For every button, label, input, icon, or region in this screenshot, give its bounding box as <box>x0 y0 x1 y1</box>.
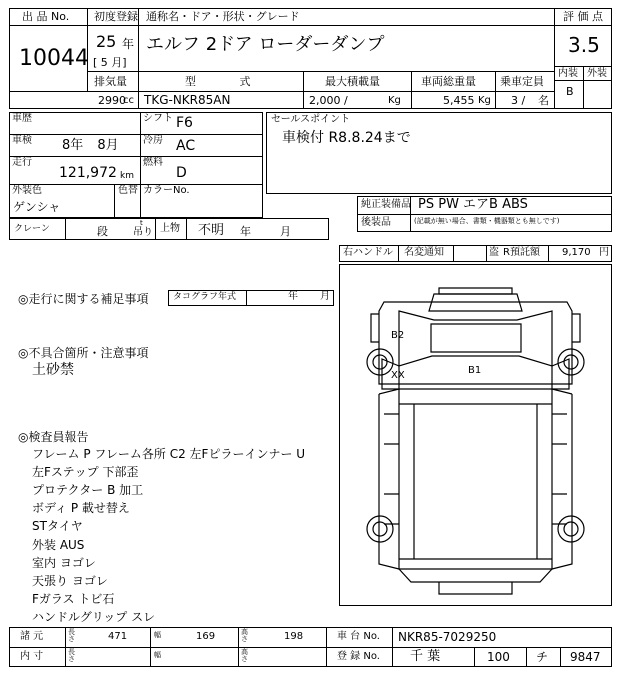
rear-left-wheel <box>367 516 393 542</box>
mirror-right <box>572 314 580 342</box>
mileage-unit: km <box>120 171 134 181</box>
displacement-value: 2990 <box>98 94 126 107</box>
driving-remarks-title: ◎走行に関する補足事項 <box>18 292 149 306</box>
gross-weight-label: 車両総重量 <box>421 75 476 88</box>
interior-length-label: 長さ <box>68 648 75 663</box>
rear-right-wheel <box>558 516 584 542</box>
sales-point-label: セールスポイント <box>271 114 351 125</box>
right-hand-drive: 右ハンドル <box>343 247 393 258</box>
crane-label: クレーン <box>14 224 50 234</box>
divider <box>554 25 612 26</box>
spec-label: 諸 元 <box>20 631 44 642</box>
exterior-color-value: ゲンシャ <box>13 200 61 214</box>
crane-lift: 吊り <box>133 227 153 238</box>
divider <box>9 91 87 92</box>
color-code-label: カラーNo. <box>143 185 190 196</box>
inspector-report-title: ◎検査員報告 <box>18 430 89 444</box>
interior-dim-label: 内 寸 <box>20 651 44 662</box>
length-label: 長さ <box>68 628 75 643</box>
divider <box>526 647 527 667</box>
divider <box>65 218 66 240</box>
divider <box>87 25 554 26</box>
ac-value: AC <box>176 138 196 154</box>
divider <box>87 71 554 72</box>
truck-diagram <box>339 264 612 606</box>
year-unit: 年 <box>122 37 135 51</box>
inspector-item: 天張り ヨゴレ <box>32 574 108 588</box>
inspector-item: STタイヤ <box>32 519 83 533</box>
name-change-notice: 名変通知 <box>404 247 444 258</box>
damage-mark-xx: XX <box>391 370 405 381</box>
max-load-unit: Kg <box>388 95 401 106</box>
inspector-item: 室内 ヨゴレ <box>32 556 96 570</box>
mileage-value: 121,972 <box>59 165 117 181</box>
defect-title: ◎不具合箇所・注意事項 <box>18 346 149 360</box>
width-value: 169 <box>196 631 216 642</box>
inspector-item: ボディ P 載せ替え <box>32 501 130 515</box>
first-reg-year: 25 <box>96 32 117 51</box>
recycle-label: R預託額 <box>503 247 540 258</box>
crane-lift-unit: t <box>140 219 143 227</box>
model-label: 型 式 <box>185 75 251 88</box>
history-label: 車歴 <box>12 113 32 124</box>
inspector-item: 外装 AUS <box>32 538 85 552</box>
capacity-label: 乗車定員 <box>500 75 544 88</box>
defect-item: 土砂禁 <box>32 362 74 378</box>
tachograph-month: 月 <box>320 291 330 302</box>
inspector-item: フレーム P フレーム各所 C2 左Fピラーインナー U <box>32 447 306 461</box>
model-value: TKG-NKR85AN <box>144 93 231 107</box>
interior-grade: B <box>566 85 574 98</box>
divider <box>186 218 187 240</box>
divider <box>138 71 139 109</box>
theft-mark: 盗 <box>489 247 499 258</box>
capacity-unit: 名 <box>538 94 549 107</box>
divider <box>583 66 584 109</box>
bed-side-right <box>552 394 572 569</box>
shift-label: シフト <box>143 113 173 124</box>
max-load-label: 最大積載量 <box>325 75 380 88</box>
divider <box>150 627 151 667</box>
divider <box>9 647 612 648</box>
divider <box>411 71 412 109</box>
registration-area: 千 葉 <box>410 649 441 664</box>
upper-body-label: 上物 <box>160 223 180 234</box>
registration-number: 9847 <box>570 650 601 664</box>
height-value: 198 <box>284 631 304 642</box>
crane-stage: 段 <box>97 225 108 238</box>
length-value: 471 <box>108 631 128 642</box>
divider <box>303 71 304 109</box>
interior-grade-label: 内装 <box>558 68 578 79</box>
bed-side-left <box>379 394 399 569</box>
tachograph-label: タコグラフ年式 <box>173 292 237 302</box>
inspector-item: プロテクター B 加工 <box>32 483 144 497</box>
lot-label: 出 品 No. <box>22 10 70 23</box>
inspector-item: Fガラス トビ石 <box>32 592 115 606</box>
divider <box>398 245 399 262</box>
divider <box>453 245 454 262</box>
divider <box>474 647 475 667</box>
tachograph-year: 年 <box>288 291 298 302</box>
divider <box>238 627 239 667</box>
sales-point-text: 車検付 R8.8.24まで <box>282 130 411 146</box>
width-label: 幅 <box>154 631 161 639</box>
genuine-equipment-label: 純正装備品 <box>361 199 411 210</box>
divider <box>9 25 87 26</box>
inspection-value: 8年 8月 <box>62 138 119 153</box>
aftermarket-note: (記載が無い場合、書類・機器類とも無しです) <box>414 217 560 225</box>
divider <box>392 627 393 667</box>
divider <box>357 214 612 215</box>
genuine-equipment-value: PS PW エアB ABS <box>418 197 528 212</box>
chassis-label: 車 台 No. <box>337 631 380 642</box>
gross-weight-value: 5,455 <box>443 94 475 107</box>
fuel-label: 燃料 <box>143 157 163 168</box>
max-load-value: 2,000 / <box>309 94 348 107</box>
divider <box>155 218 156 240</box>
divider <box>140 112 141 218</box>
damage-mark-b2: B2 <box>391 330 405 341</box>
capacity-value: 3 / <box>511 94 526 107</box>
divider <box>114 184 115 218</box>
divider <box>560 647 561 667</box>
aftermarket-label: 後装品 <box>361 217 391 228</box>
lot-number: 10044 <box>19 46 89 71</box>
divider <box>554 8 555 109</box>
divider <box>9 134 263 135</box>
mirror-left <box>371 314 379 342</box>
registration-kana: チ <box>536 650 549 664</box>
divider <box>87 91 554 92</box>
roof-detail <box>439 288 512 294</box>
upper-body-year: 年 <box>240 225 251 238</box>
divider <box>495 71 496 109</box>
displacement-unit: cc <box>123 95 134 106</box>
height-label: 高さ <box>241 628 248 643</box>
inspector-item: ハンドルグリップ スレ <box>32 610 156 624</box>
divider <box>326 627 327 667</box>
first-reg-month: [ 5 月] <box>93 56 127 69</box>
exterior-grade-label: 外装 <box>587 68 607 79</box>
exterior-color-label: 外装色 <box>12 185 42 196</box>
interior-height-label: 高さ <box>241 648 248 663</box>
color-change-label: 色替 <box>118 185 138 196</box>
divider <box>246 290 247 306</box>
divider <box>9 156 263 157</box>
grade-label: 評 価 点 <box>563 10 603 23</box>
inspector-item: 左Fステップ 下部歪 <box>32 465 139 479</box>
interior-width-label: 幅 <box>154 651 161 659</box>
registration-class: 100 <box>487 650 510 664</box>
recycle-value: 9,170 <box>562 247 591 258</box>
grade-value: 3.5 <box>568 33 600 57</box>
cargo-bed <box>399 389 552 569</box>
chassis-value: NKR85-7029250 <box>398 630 497 644</box>
displacement-label: 排気量 <box>94 75 127 88</box>
inspection-label: 車検 <box>12 135 32 146</box>
upper-body-value: 不明 <box>198 223 225 238</box>
first-reg-label: 初度登録 <box>94 10 138 23</box>
shift-value: F6 <box>176 115 193 131</box>
mileage-label: 走行 <box>12 157 32 168</box>
divider <box>65 627 66 667</box>
gross-weight-unit: Kg <box>478 95 491 106</box>
car-name: エルフ 2ドア ローダーダンプ <box>146 34 385 55</box>
ac-label: 冷房 <box>143 135 163 146</box>
upper-body-month: 月 <box>280 225 291 238</box>
divider <box>138 8 139 71</box>
car-name-label: 通称名・ドア・形状・グレード <box>146 10 300 23</box>
yen-unit: 円 <box>599 247 609 258</box>
fuel-value: D <box>176 165 187 181</box>
divider <box>548 245 549 262</box>
damage-mark-b1: B1 <box>468 365 482 376</box>
windshield <box>399 311 552 366</box>
registration-label: 登 録 No. <box>337 651 380 662</box>
cab-inner <box>431 324 521 352</box>
divider <box>486 245 487 262</box>
